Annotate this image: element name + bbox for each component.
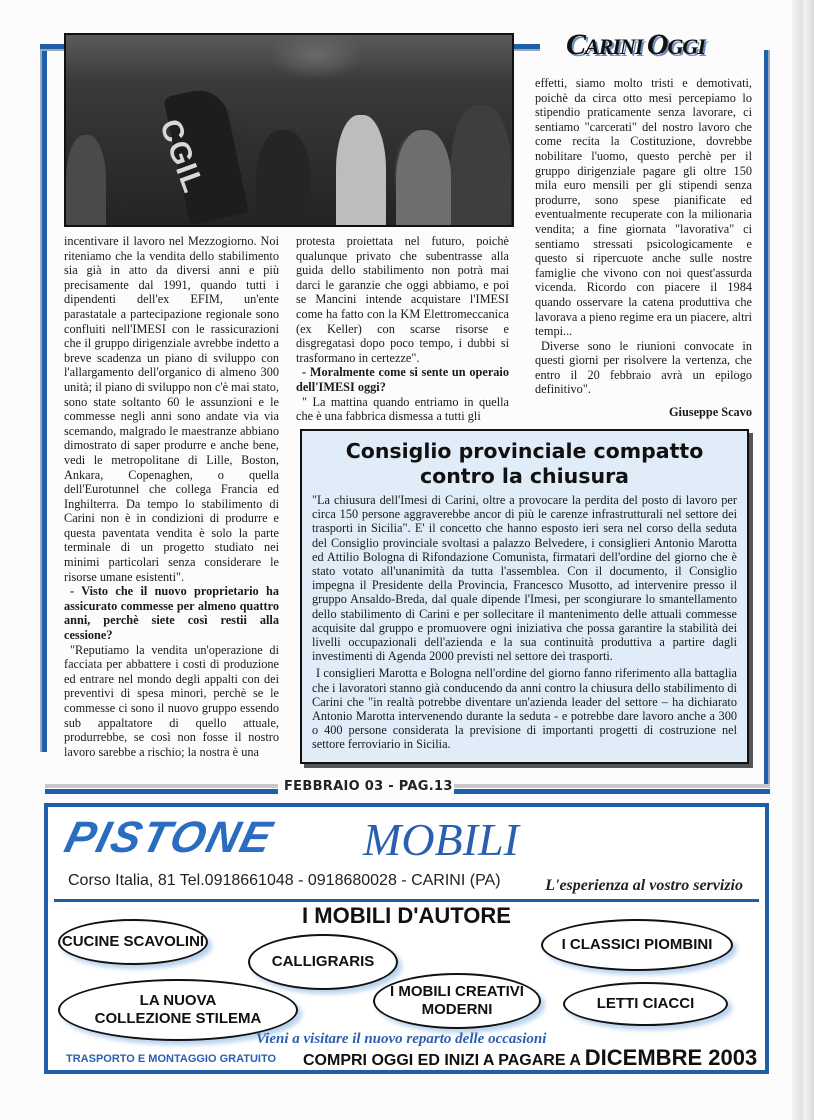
box-paragraph: "La chiusura dell'Imesi di Carini, oltre a provocare la perdita del posto di lavoro per circa 150 persone aggraverebbe ancor di più le carenze infrastrutturali nel settore dei trasporti in Sicilia". E' il concetto che hanno esposto ieri sera nel corso della seduta del Consiglio provinciale svoltasi a palazzo Belvedere, i consiglieri Antonio Marotta ed Attilio Bologna di Rifondazione Comunista, firmatari dell'ordine del giorno che è stato votato all'unanimità da tutta l'assemblea. Con il documento, il Consiglio impegna il Presidente della Provincia, Francesco Musotto, ad intervenire presso il gruppo Ansaldo-Breda, dal quale dipende l'Imesi, per scongiurare lo smantellamento dello stabilimento di Carini e per sollecitare il mantenimento delle attuali commesse acquisite dal gruppo e promuovere ogni iniziativa che possa garantire la stabilità dei livelli occupazionali dell'azienda e la sua continuità produttiva a partire dagli investimenti di Agenda 2000 previsti nel settore dei trasporti. <box>312 493 737 664</box>
article-column-1 <box>64 234 279 759</box>
photo-figure <box>396 130 451 227</box>
ad-slogan: L'esperienza al vostro servizio <box>545 877 743 894</box>
brand-oval-label: LETTI CIACCI <box>596 995 695 1012</box>
brand-oval-label: I MOBILI CREATIVI MODERNI <box>390 983 524 1018</box>
photo-figure <box>66 135 106 227</box>
ad-divider <box>54 899 759 902</box>
frame-border-top-right <box>513 44 540 51</box>
brand-oval-label: CUCINE SCAVOLINI <box>61 933 205 950</box>
ad-promo-text: COMPRI OGGI ED INIZI A PAGARE A <box>303 1052 585 1069</box>
masthead-letter: C <box>566 28 586 61</box>
union-flag-text: CGIL <box>152 115 210 198</box>
brand-oval <box>563 982 728 1026</box>
frame-border-left <box>40 44 47 752</box>
interview-question: - Moralmente come si sente un operaio dell'IMESI oggi? <box>296 365 509 394</box>
masthead-letter: O <box>646 28 668 61</box>
box-paragraph: I consiglieri Marotta e Bologna nell'ordine del giorno fanno riferimento alla battaglia che i lavoratori stanno già conducendo da anni contro la chiusura dello stabilimento di Carini che "in realtà potrebbe diventare un'azienda leader del settore – ha dichiarato Antonio Marotta intervenendo durante la seduta - e potrebbe dare lavoro anche a 300 o 400 persone considerata la previsione di importanti progetti di costruzione nel settore ferroviario in Sicilia. <box>312 666 737 752</box>
brand-oval <box>373 973 541 1029</box>
ad-brand-logo: PISTONE <box>60 813 279 862</box>
frame-border-top-left <box>40 44 66 51</box>
brand-oval <box>248 934 398 990</box>
article-paragraph: "Reputiamo la vendita un'operazione di facciata per abbattere i costi di produzione ed entrare nel mondo degli appalti con dei preventivi di spesa minori, perchè se le commesse ci sono il nuovo gruppo essendo sub appaltatore di quello attuale, produrrebbe, se così non fosse il nostro lavoro sarebbe a rischio; la nostra è una <box>64 642 279 759</box>
ad-visit-text: Vieni a visitare il nuovo reparto delle occasioni <box>256 1031 547 1047</box>
article-column-2 <box>296 234 509 424</box>
masthead-word: ARINI <box>585 34 647 59</box>
photo-figure <box>451 105 511 227</box>
footer-rule-right <box>454 784 770 794</box>
ad-brand-suffix: MOBILI <box>363 814 519 865</box>
photo-figure <box>336 115 386 227</box>
page-edge <box>792 0 814 1120</box>
article-paragraph: protesta proiettata nel futuro, poichè qualunque privato che subentrasse alla guida dello stabilimento non potrà mai darci le garanzie che oggi abbiamo, e poi se Mancini intende acquistare l'IMESI come ha fatto con la KM Elettromeccanica (ex Keller) con scarse risorse e disgregatasi dopo poco tempo, i dubbi si trasformano in certezze". <box>296 234 509 365</box>
sidebar-news-box <box>300 429 749 764</box>
brand-oval-label: LA NUOVA COLLEZIONE STILEMA <box>94 992 262 1027</box>
masthead-logo <box>566 28 705 62</box>
article-byline: Giuseppe Scavo <box>668 405 752 420</box>
brand-oval <box>58 919 208 965</box>
footer-rule-left <box>45 784 278 794</box>
brand-oval-label: CALLIGRARIS <box>271 953 375 970</box>
ad-promo-date: DICEMBRE 2003 <box>584 1045 758 1070</box>
page-footer-issue: FEBBRAIO 03 - PAG.13 <box>284 779 453 794</box>
ad-heading: I MOBILI D'AUTORE <box>302 903 511 928</box>
photo-figure <box>256 130 311 227</box>
interview-question: - Visto che il nuovo proprietario ha assicurato commesse per almeno quattro anni, perchè siete così restii alla cessione? <box>64 584 279 643</box>
protest-photo <box>64 33 514 227</box>
ad-promo <box>303 1045 757 1071</box>
article-paragraph: " La mattina quando entriamo in quella che è una fabbrica dismessa a tutti gli <box>296 394 509 424</box>
article-paragraph: incentivare il lavoro nel Mezzogiorno. Noi riteniamo che la vendita dello stabilimento sia già in atto da diversi anni e più precisamente dal 1991, quando tutti i dipendenti dell'ex EFIM, un'ente parastatale a partecipazione regionale sono confluiti nell'IMESI con le rassicurazioni che il gruppo dirigenziale avrebbe indetto a breve scadenza un piano di sviluppo con l'allargamento dell'organico di almeno 300 unità; il piano di sviluppo non c'è mai stato, sono state soltanto 60 le assunzioni e le commesse negli anni sono andate via via scemando, malgrado le maestranze abbiano dimostrato di saper produrre e anche bene, vedi le metropolitane di Lille, Boston, Ankara, Copenaghen, o quella dell'Eurotunnel che collega Francia ed Inghilterra. Da tempo lo stabilimento di Carini non è in condizioni di produrre e questa paventata vendita è solo la parte terminale di un progetto studiato nei minimi particolari senza considerare le risorse umane esistenti". <box>64 234 279 584</box>
ad-address: Corso Italia, 81 Tel.0918661048 - 0918680028 - CARINI (PA) <box>68 872 501 889</box>
article-paragraph: Diverse sono le riunioni convocate in questi giorni per risolvere la vertenza, che entro il 20 febbraio avrà un epilogo definitivo". <box>535 338 752 397</box>
brand-oval <box>541 919 733 971</box>
frame-border-right <box>764 50 770 790</box>
sidebar-box-title <box>312 439 737 489</box>
box-title-line: Consiglio provinciale compatto <box>345 439 704 463</box>
ad-transport-text: TRASPORTO E MONTAGGIO GRATUITO <box>66 1053 277 1065</box>
brand-oval-label: I CLASSICI PIOMBINI <box>561 936 713 953</box>
masthead-word: GGI <box>667 34 705 59</box>
article-paragraph: effetti, siamo molto tristi e demotivati, poichè da circa otto mesi percepiamo lo stipendio praticamente senza lavorare, ci sentiamo "carcerati" del nostro lavoro che come recita la Costituzione, dovrebbe nobilitare l'uomo, questo perchè per il gruppo dirigenziale pagare gli oltre 150 mila euro mensili per gli stipendi senza produrre, sono spese pianificate ed eventualmente recuperate con la milionaria vendita; a fine giornata "lavorativa" ci sentiamo stressati psicologicamente e questo si ripercuote anche sulle nostre famiglie che vivono con noi quest'assurda vicenda. Ricordo con piacere il 1984 quando osservare la catena produttiva che lavorava a pieno regime era un piacere, altri tempi... <box>535 76 752 339</box>
article-column-3 <box>535 76 752 420</box>
advertisement-pistone-mobili <box>44 803 769 1074</box>
box-title-line: contro la chiusura <box>419 464 630 488</box>
